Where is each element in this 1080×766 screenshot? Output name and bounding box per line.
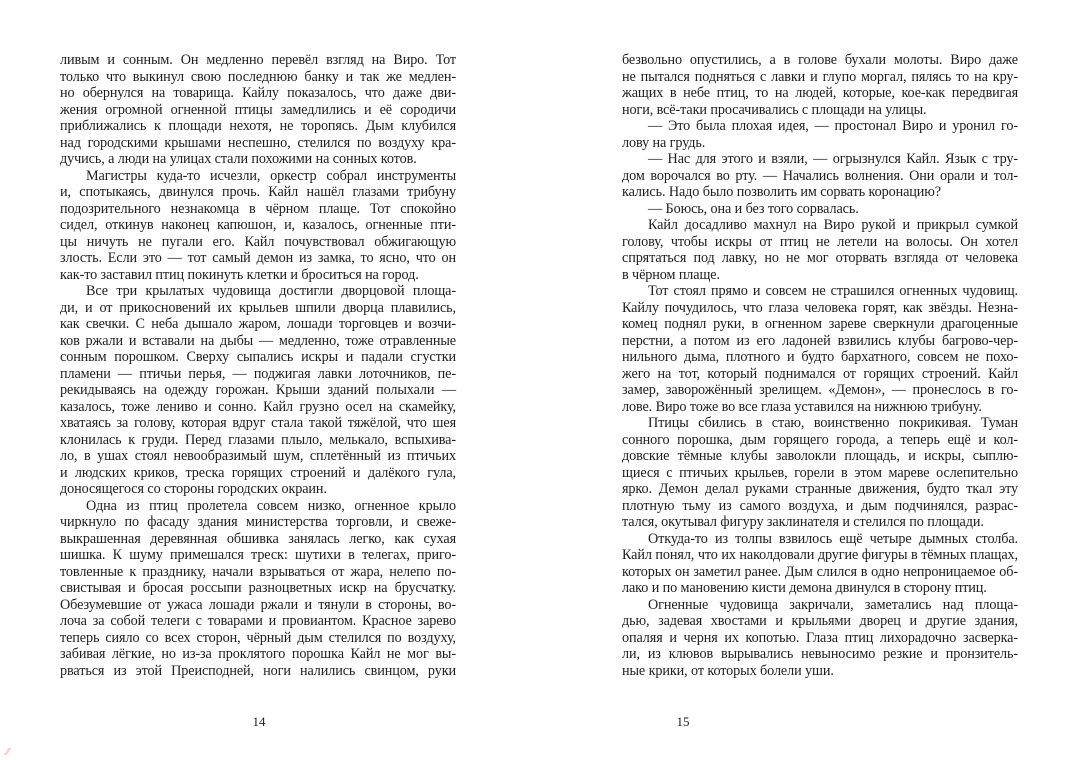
page-number: 15 [676,714,690,729]
text-line: Тот стоял прямо и совсем не страшился огненных чудовищ. [648,283,1018,299]
text-line: ло, в ушах стоял невообразимый шум, сплетённый из птичьих [60,448,456,464]
text-line: опаляя и черня их копотью. Глаза птиц лихорадочно засверка- [622,629,1018,646]
text-line: ярко. Демон делал руками странные движения, будто ткал эту [622,481,1018,497]
text-line: ди, и от прикосновений их крыльев шпили дворца плавились, [60,299,456,316]
text-line: жащих в небе птиц, то на людей, которые, кое-как передвигая [622,85,1018,101]
text-line: как свечки. С неба дышало жаром, лошади торговцев и возчи- [60,316,456,332]
text-line: которых он заметил ранее. Дым слился в одно непроницаемое об- [622,563,1018,580]
text-line: над городскими крышами неспешно, стелился по воздуху кра- [60,134,456,151]
text-line: Кайлу почудилось, что глаза человека горят, как звёзды. Незна- [622,299,1018,316]
text-line: шишка. К шуму примешался треск: шутихи в телегах, приго- [60,547,456,563]
text-line: рекидываясь на одежду горожан. Крыши зданий полыхали — [60,382,456,398]
text-line: доносящегося со стороны городских окраин. [60,481,327,497]
text-line: подозрительного незнакомца в чёрном плаще. Тот спокойно [60,200,456,217]
text-line: замер, заворожённый зрелищем. «Демон», — пронеслось в го- [622,382,1018,398]
text-line: кались. Надо было позволить им сорвать коронацию? [622,184,941,200]
text-line: спрятаться под лавку, но не мог оторвать взгляда от человека [622,250,1018,266]
text-line: сонного порошка, дым горящего города, а теперь ещё и кол- [622,431,1018,448]
text-line: голову, чтобы искры от птиц не летели на волосы. Он хотел [622,233,1018,250]
text-line: клонилась к груди. Перед глазами плыло, мелькало, вспыхива- [60,431,456,448]
text-line: рваться из этой Преисподней, ноги налились свинцом, руки [60,662,456,679]
text-line: сидел, откинув наконец капюшон, и, казалось, огненные пти- [60,217,456,233]
text-line: Огненные чудовища закричали, заметались над площа- [648,596,1018,613]
text-line: дучись, а люди на улицах стали похожими на сонных котов. [60,151,417,167]
text-line: хватаясь за голову, которая вдруг стала такой тяжёлой, что шея [60,415,456,431]
text-line: казалось, тоже лениво и сонно. Кайл грузно осел на скамейку, [60,398,456,415]
text-line: Кайл понял, что их наколдовали другие фигуры в тёмных плащах, [622,547,1018,563]
text-line: и, спотыкаясь, двинулся прочь. Кайл нашёл глазами трибуну [60,184,456,200]
text-line: приближались к площади нехотя, не торопясь. Дым клубился [60,118,456,134]
text-line: — Нас для этого и взяли, — огрызнулся Кайл. Язык с тру- [648,151,1018,167]
text-line: как-то заставил птиц покинуть клетки и броситься на город. [60,266,419,283]
text-line: пламени — птичьи перья, — поджигая лавки лоточников, пе- [60,365,456,382]
text-line: — Боюсь, она и без того сорвалась. [648,200,859,217]
text-line: Одна из птиц пролетела совсем низко, огненное крыло [86,497,456,514]
text-line: Откуда-то из толпы взвилось ещё четыре дымных столба. [648,530,1018,547]
text-line: забивая лёгкие, но из-за проклятого порошка Кайл не мог вы- [60,646,456,662]
text-line: лоча за собой телеги с товарами и провиантом. Красное зарево [60,613,456,629]
page-text [622,52,1018,679]
text-line: не пытался подняться с лавки и глупо моргал, пялясь то на кру- [622,68,1018,85]
text-line: сонным порошком. Сверху сыпались искры и падали сгустки [60,349,456,365]
page-number: 14 [252,714,266,729]
text-line: товленные к празднику, начали взрываться от жара, нелепо по- [60,563,456,580]
page-text [60,52,456,679]
text-line: плотную тьму из самого воздуха, и дым подчинялся, разрас- [622,497,1018,514]
text-line: лову на грудь. [622,134,706,151]
text-line: безвольно опустились, а в голове бухали молоты. Виро даже [622,52,1018,68]
text-line: Все три крылатых чудовища достигли дворцовой площа- [86,283,456,299]
text-line: — Это была плохая идея, — простонал Виро и уронил го- [648,118,1018,134]
text-line: выкрашенная деревянная обшивка занялась легко, как сухая [60,530,456,547]
watermark-icon: ⁄⁄ [6,747,10,758]
text-line: довские тёмные клубы заволокли площадь, и искры, сыплю- [622,448,1018,464]
text-line: нильного дыма, плотного и будто бархатного, совсем не похо- [622,349,1018,365]
text-line: Магистры куда-то исчезли, оркестр собрал инструменты [86,167,456,184]
text-line: перстни, а потом из его ладоней взвились клубы багрово-чер- [622,332,1018,349]
text-line: дью, задевая хвостами и крыльями дворец и другие здания, [622,613,1018,629]
text-line: ливым и сонным. Он медленно перевёл взгляд на Виро. Тот [60,52,456,68]
text-line: ноги, всё-таки просачивались с площади на улицы. [622,101,927,118]
text-line: ков ржали и вставали на дыбы — медленно, тоже отравленные [60,332,456,349]
text-line: теперь сияло со всех сторон, чёрный дым стелился по воздуху, [60,629,456,646]
text-line: свистывая и бросая россыпи разноцветных искр на брусчатку. [60,580,456,596]
text-line: чиркнуло по фасаду здания министерства торговли, и свеже- [60,514,456,530]
text-line: дом ворочался во рту. — Начались волнения. Они орали и тол- [622,167,1018,184]
text-line: цы ничуть не пугали его. Кайл почувствовал обжигающую [60,233,456,250]
text-line: ли, из клювов вырывались невыносимо резкие и пронзитель- [622,646,1018,662]
text-line: Кайл досадливо махнул на Виро рукой и прикрыл сумкой [648,217,1018,233]
text-line: и людских криков, треска горящих строений и далёкого гула, [60,464,456,481]
text-line: ные крики, от которых болели уши. [622,662,834,679]
text-line: в чёрном плаще. [622,266,720,283]
text-line: лове. Виро тоже во все глаза уставился на нижнюю трибуну. [622,398,982,415]
text-line: жения огромной огненной птицы замедлились и её сородичи [60,101,456,118]
text-line: но обернулся на товарища. Кайлу показалось, что даже дви- [60,85,456,101]
text-line: жего на тот, который поднимался от горящих строений. Кайл [622,365,1018,382]
text-line: только что выкинул свою последнюю банку и так же медлен- [60,68,456,85]
text-line: комец поднял руки, в огненном зареве сверкнули драгоценные [622,316,1018,332]
text-line: тался, окутывал фигуру заклинателя и стелился по площади. [622,514,984,530]
text-line: лако и по мановению кисти демона двинулся в сторону птиц. [622,580,987,596]
text-line: Обезумевшие от ужаса лошади ржали и тянули в стороны, во- [60,596,456,613]
page-right [540,0,1080,766]
text-line: злость. Если это — тот самый демон из замка, то ясно, что он [60,250,456,266]
text-line: Птицы сбились в стаю, воинственно покрикивая. Туман [648,415,1018,431]
text-line: щиеся с птичьих крыльев, горели в этом мареве ослепительно [622,464,1018,481]
